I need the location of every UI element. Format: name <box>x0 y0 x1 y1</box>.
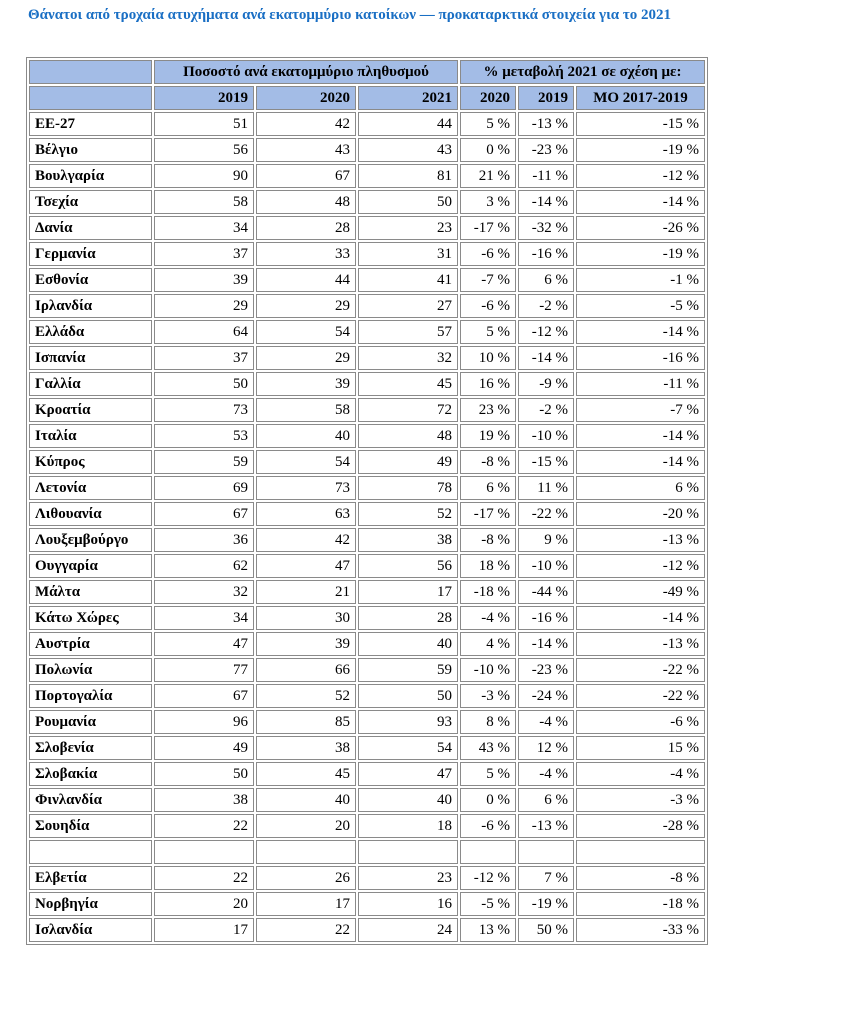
rate-2021-cell: 47 <box>358 762 458 786</box>
change-vs-avg-2017-2019-cell: -19 % <box>576 242 705 266</box>
table-row <box>29 684 705 708</box>
rate-2020-cell: 48 <box>256 190 356 214</box>
rate-2021-cell: 49 <box>358 450 458 474</box>
change-vs-2019-cell: 9 % <box>518 528 574 552</box>
rate-2019-cell: 67 <box>154 684 254 708</box>
table-row <box>29 606 705 630</box>
change-vs-2020-cell: -18 % <box>460 580 516 604</box>
change-vs-avg-2017-2019-cell: -4 % <box>576 762 705 786</box>
change-vs-avg-2017-2019-cell: -14 % <box>576 606 705 630</box>
country-name-cell: Σλοβενία <box>29 736 152 760</box>
rate-2021-cell: 41 <box>358 268 458 292</box>
rate-2020-cell: 52 <box>256 684 356 708</box>
rate-2019-cell: 53 <box>154 424 254 448</box>
country-name-cell: Ιταλία <box>29 424 152 448</box>
rate-2020-cell: 38 <box>256 736 356 760</box>
change-vs-2019-cell: -14 % <box>518 190 574 214</box>
change-vs-2020-cell: 13 % <box>460 918 516 942</box>
table-row <box>29 216 705 240</box>
rate-2021-cell: 50 <box>358 190 458 214</box>
table-row <box>29 346 705 370</box>
country-name-cell: Δανία <box>29 216 152 240</box>
header-col-change-avg: ΜΟ 2017-2019 <box>576 86 705 110</box>
country-name-cell: Λουξεμβούργο <box>29 528 152 552</box>
rate-2019-cell: 39 <box>154 268 254 292</box>
change-vs-avg-2017-2019-cell: -6 % <box>576 710 705 734</box>
rate-2020-cell: 43 <box>256 138 356 162</box>
page-title: Θάνατοι από τροχαία ατυχήματα ανά εκατομμύριο κατοίκων — προκαταρκτικά στοιχεία για το 2021 <box>28 7 672 23</box>
change-vs-avg-2017-2019-cell: -13 % <box>576 528 705 552</box>
rate-2020-cell: 85 <box>256 710 356 734</box>
rate-2020-cell: 26 <box>256 866 356 890</box>
change-vs-avg-2017-2019-cell: -14 % <box>576 190 705 214</box>
country-name-cell: Κάτω Χώρες <box>29 606 152 630</box>
header-col-2021: 2021 <box>358 86 458 110</box>
change-vs-2019-cell: -19 % <box>518 892 574 916</box>
change-vs-2019-cell: -24 % <box>518 684 574 708</box>
change-vs-avg-2017-2019-cell: -3 % <box>576 788 705 812</box>
change-vs-avg-2017-2019-cell: -49 % <box>576 580 705 604</box>
table-row <box>29 658 705 682</box>
change-vs-2019-cell: 6 % <box>518 268 574 292</box>
country-name-cell: Σλοβακία <box>29 762 152 786</box>
change-vs-2019-cell: -16 % <box>518 242 574 266</box>
country-name-cell: ΕΕ-27 <box>29 112 152 136</box>
rate-2021-cell: 54 <box>358 736 458 760</box>
rate-2021-cell: 17 <box>358 580 458 604</box>
country-name-cell: Ιρλανδία <box>29 294 152 318</box>
change-vs-avg-2017-2019-cell: -12 % <box>576 164 705 188</box>
header-col-change-2019: 2019 <box>518 86 574 110</box>
rate-2019-cell: 56 <box>154 138 254 162</box>
table-row <box>29 788 705 812</box>
header-col-change-2020: 2020 <box>460 86 516 110</box>
change-vs-2020-cell: 19 % <box>460 424 516 448</box>
country-name-cell: Σουηδία <box>29 814 152 838</box>
rate-2021-cell: 43 <box>358 138 458 162</box>
change-vs-avg-2017-2019-cell: -28 % <box>576 814 705 838</box>
rate-2020-cell: 39 <box>256 632 356 656</box>
change-vs-2020-cell: 21 % <box>460 164 516 188</box>
rate-2019-cell: 50 <box>154 372 254 396</box>
change-vs-2019-cell: -10 % <box>518 424 574 448</box>
table-row <box>29 372 705 396</box>
rate-2020-cell: 42 <box>256 528 356 552</box>
change-vs-avg-2017-2019-cell: -19 % <box>576 138 705 162</box>
table-row <box>29 502 705 526</box>
table-row <box>29 138 705 162</box>
change-vs-2019-cell: -2 % <box>518 294 574 318</box>
change-vs-2020-cell: 3 % <box>460 190 516 214</box>
rate-2019-cell: 37 <box>154 346 254 370</box>
rate-2021-cell: 50 <box>358 684 458 708</box>
table-row <box>29 554 705 578</box>
change-vs-2019-cell: 6 % <box>518 788 574 812</box>
table-row <box>29 866 705 890</box>
change-vs-avg-2017-2019-cell: -5 % <box>576 294 705 318</box>
change-vs-avg-2017-2019-cell: -22 % <box>576 658 705 682</box>
table-row <box>29 398 705 422</box>
rate-2021-cell: 16 <box>358 892 458 916</box>
table-row <box>29 892 705 916</box>
rate-2020-cell: 73 <box>256 476 356 500</box>
change-vs-2019-cell: -2 % <box>518 398 574 422</box>
rate-2021-cell: 57 <box>358 320 458 344</box>
change-vs-2019-cell: -23 % <box>518 658 574 682</box>
rate-2021-cell: 40 <box>358 788 458 812</box>
rate-2021-cell: 23 <box>358 216 458 240</box>
rate-2020-cell: 40 <box>256 424 356 448</box>
rate-2021-cell: 52 <box>358 502 458 526</box>
change-vs-2019-cell: -14 % <box>518 346 574 370</box>
country-name-cell: Πορτογαλία <box>29 684 152 708</box>
rate-2019-cell: 36 <box>154 528 254 552</box>
table-row <box>29 294 705 318</box>
change-vs-2019-cell: -16 % <box>518 606 574 630</box>
table-row <box>29 476 705 500</box>
change-vs-2019-cell: -9 % <box>518 372 574 396</box>
country-name-cell: Λιθουανία <box>29 502 152 526</box>
change-vs-2020-cell: 4 % <box>460 632 516 656</box>
rate-2019-cell: 69 <box>154 476 254 500</box>
rate-2019-cell: 67 <box>154 502 254 526</box>
change-vs-2019-cell <box>518 840 574 864</box>
change-vs-2020-cell: 10 % <box>460 346 516 370</box>
rate-2021-cell: 72 <box>358 398 458 422</box>
rate-2020-cell: 47 <box>256 554 356 578</box>
rate-2020-cell: 67 <box>256 164 356 188</box>
rate-2021-cell: 78 <box>358 476 458 500</box>
rate-2019-cell: 32 <box>154 580 254 604</box>
spacer-row <box>29 840 705 864</box>
rate-2020-cell: 20 <box>256 814 356 838</box>
country-name-cell: Νορβηγία <box>29 892 152 916</box>
header-group-rate: Ποσοστό ανά εκατομμύριο πληθυσμού <box>154 60 458 84</box>
table-row <box>29 450 705 474</box>
change-vs-2019-cell: -32 % <box>518 216 574 240</box>
rate-2020-cell: 28 <box>256 216 356 240</box>
rate-2021-cell: 48 <box>358 424 458 448</box>
change-vs-2019-cell: -13 % <box>518 814 574 838</box>
change-vs-2020-cell: -10 % <box>460 658 516 682</box>
rate-2019-cell: 50 <box>154 762 254 786</box>
rate-2021-cell: 27 <box>358 294 458 318</box>
rate-2019-cell: 77 <box>154 658 254 682</box>
country-name-cell: Κύπρος <box>29 450 152 474</box>
rate-2021-cell: 44 <box>358 112 458 136</box>
country-name-cell: Λετονία <box>29 476 152 500</box>
change-vs-2020-cell <box>460 840 516 864</box>
table-row <box>29 736 705 760</box>
table-row <box>29 632 705 656</box>
change-vs-2019-cell: -4 % <box>518 710 574 734</box>
change-vs-2019-cell: 11 % <box>518 476 574 500</box>
change-vs-2020-cell: -5 % <box>460 892 516 916</box>
change-vs-avg-2017-2019-cell: -18 % <box>576 892 705 916</box>
rate-2020-cell: 29 <box>256 346 356 370</box>
rate-2019-cell: 59 <box>154 450 254 474</box>
rate-2019-cell: 51 <box>154 112 254 136</box>
table-row <box>29 528 705 552</box>
change-vs-2019-cell: 7 % <box>518 866 574 890</box>
header-year-row <box>29 86 705 110</box>
country-name-cell: Ρουμανία <box>29 710 152 734</box>
country-name-cell: Ελβετία <box>29 866 152 890</box>
country-name-cell <box>29 840 152 864</box>
rate-2020-cell: 54 <box>256 320 356 344</box>
change-vs-2020-cell: 23 % <box>460 398 516 422</box>
data-table <box>26 57 708 945</box>
rate-2021-cell <box>358 840 458 864</box>
change-vs-avg-2017-2019-cell: -14 % <box>576 450 705 474</box>
rate-2020-cell: 54 <box>256 450 356 474</box>
rate-2021-cell: 32 <box>358 346 458 370</box>
change-vs-2020-cell: 16 % <box>460 372 516 396</box>
table-row <box>29 190 705 214</box>
country-name-cell: Βέλγιο <box>29 138 152 162</box>
country-name-cell: Κροατία <box>29 398 152 422</box>
rate-2021-cell: 38 <box>358 528 458 552</box>
change-vs-avg-2017-2019-cell: -7 % <box>576 398 705 422</box>
change-vs-avg-2017-2019-cell: -16 % <box>576 346 705 370</box>
header-corner-cell <box>29 60 152 84</box>
rate-2021-cell: 40 <box>358 632 458 656</box>
change-vs-avg-2017-2019-cell: -26 % <box>576 216 705 240</box>
change-vs-2020-cell: -6 % <box>460 814 516 838</box>
rate-2020-cell: 33 <box>256 242 356 266</box>
rate-2020-cell: 21 <box>256 580 356 604</box>
rate-2019-cell: 29 <box>154 294 254 318</box>
rate-2020-cell: 58 <box>256 398 356 422</box>
change-vs-avg-2017-2019-cell: -1 % <box>576 268 705 292</box>
change-vs-avg-2017-2019-cell: 15 % <box>576 736 705 760</box>
country-name-cell: Γαλλία <box>29 372 152 396</box>
change-vs-2019-cell: -44 % <box>518 580 574 604</box>
rate-2021-cell: 45 <box>358 372 458 396</box>
rate-2021-cell: 93 <box>358 710 458 734</box>
change-vs-2020-cell: 6 % <box>460 476 516 500</box>
rate-2021-cell: 28 <box>358 606 458 630</box>
rate-2019-cell: 49 <box>154 736 254 760</box>
change-vs-2019-cell: -13 % <box>518 112 574 136</box>
rate-2020-cell: 63 <box>256 502 356 526</box>
change-vs-2020-cell: 18 % <box>460 554 516 578</box>
change-vs-2020-cell: 0 % <box>460 788 516 812</box>
change-vs-avg-2017-2019-cell: -8 % <box>576 866 705 890</box>
change-vs-2019-cell: 12 % <box>518 736 574 760</box>
rate-2020-cell: 30 <box>256 606 356 630</box>
change-vs-2020-cell: 5 % <box>460 112 516 136</box>
rate-2020-cell: 22 <box>256 918 356 942</box>
rate-2019-cell: 34 <box>154 606 254 630</box>
change-vs-avg-2017-2019-cell: -20 % <box>576 502 705 526</box>
country-name-cell: Ισλανδία <box>29 918 152 942</box>
table-row <box>29 580 705 604</box>
rate-2020-cell <box>256 840 356 864</box>
header-col-2019: 2019 <box>154 86 254 110</box>
rate-2020-cell: 42 <box>256 112 356 136</box>
country-name-cell: Ελλάδα <box>29 320 152 344</box>
rate-2019-cell: 22 <box>154 866 254 890</box>
change-vs-2019-cell: -10 % <box>518 554 574 578</box>
rate-2020-cell: 17 <box>256 892 356 916</box>
rate-2021-cell: 59 <box>358 658 458 682</box>
header-corner-cell <box>29 86 152 110</box>
table-row <box>29 112 705 136</box>
change-vs-avg-2017-2019-cell: -11 % <box>576 372 705 396</box>
country-name-cell: Εσθονία <box>29 268 152 292</box>
change-vs-avg-2017-2019-cell: -22 % <box>576 684 705 708</box>
rate-2019-cell: 47 <box>154 632 254 656</box>
rate-2021-cell: 81 <box>358 164 458 188</box>
rate-2020-cell: 29 <box>256 294 356 318</box>
change-vs-avg-2017-2019-cell: -14 % <box>576 424 705 448</box>
change-vs-2020-cell: -7 % <box>460 268 516 292</box>
country-name-cell: Πολωνία <box>29 658 152 682</box>
change-vs-avg-2017-2019-cell: -14 % <box>576 320 705 344</box>
table-row <box>29 710 705 734</box>
table-row <box>29 268 705 292</box>
rate-2019-cell: 38 <box>154 788 254 812</box>
change-vs-2020-cell: -8 % <box>460 528 516 552</box>
country-name-cell: Τσεχία <box>29 190 152 214</box>
rate-2020-cell: 66 <box>256 658 356 682</box>
change-vs-avg-2017-2019-cell: -13 % <box>576 632 705 656</box>
table-row <box>29 424 705 448</box>
table-row <box>29 762 705 786</box>
rate-2020-cell: 39 <box>256 372 356 396</box>
change-vs-2020-cell: 0 % <box>460 138 516 162</box>
country-name-cell: Βουλγαρία <box>29 164 152 188</box>
change-vs-avg-2017-2019-cell: -15 % <box>576 112 705 136</box>
change-vs-2020-cell: 5 % <box>460 762 516 786</box>
rate-2021-cell: 18 <box>358 814 458 838</box>
country-name-cell: Αυστρία <box>29 632 152 656</box>
change-vs-2019-cell: -22 % <box>518 502 574 526</box>
change-vs-avg-2017-2019-cell: 6 % <box>576 476 705 500</box>
rate-2021-cell: 23 <box>358 866 458 890</box>
change-vs-avg-2017-2019-cell <box>576 840 705 864</box>
change-vs-avg-2017-2019-cell: -33 % <box>576 918 705 942</box>
rate-2020-cell: 45 <box>256 762 356 786</box>
rate-2019-cell <box>154 840 254 864</box>
rate-2019-cell: 20 <box>154 892 254 916</box>
change-vs-2020-cell: -6 % <box>460 242 516 266</box>
country-name-cell: Φινλανδία <box>29 788 152 812</box>
change-vs-2020-cell: -8 % <box>460 450 516 474</box>
rate-2021-cell: 56 <box>358 554 458 578</box>
rate-2021-cell: 31 <box>358 242 458 266</box>
header-group-change: % μεταβολή 2021 σε σχέση με: <box>460 60 705 84</box>
table-row <box>29 320 705 344</box>
rate-2019-cell: 62 <box>154 554 254 578</box>
change-vs-2019-cell: -23 % <box>518 138 574 162</box>
change-vs-2019-cell: -15 % <box>518 450 574 474</box>
change-vs-2019-cell: 50 % <box>518 918 574 942</box>
rate-2021-cell: 24 <box>358 918 458 942</box>
change-vs-2020-cell: 5 % <box>460 320 516 344</box>
change-vs-2019-cell: -14 % <box>518 632 574 656</box>
header-group-row <box>29 60 705 84</box>
country-name-cell: Ισπανία <box>29 346 152 370</box>
country-name-cell: Γερμανία <box>29 242 152 266</box>
change-vs-2020-cell: -12 % <box>460 866 516 890</box>
country-name-cell: Ουγγαρία <box>29 554 152 578</box>
change-vs-2020-cell: 8 % <box>460 710 516 734</box>
change-vs-2019-cell: -12 % <box>518 320 574 344</box>
rate-2020-cell: 40 <box>256 788 356 812</box>
change-vs-2020-cell: -3 % <box>460 684 516 708</box>
change-vs-2020-cell: -4 % <box>460 606 516 630</box>
table-row <box>29 814 705 838</box>
table-row <box>29 242 705 266</box>
rate-2019-cell: 58 <box>154 190 254 214</box>
change-vs-2020-cell: 43 % <box>460 736 516 760</box>
rate-2019-cell: 17 <box>154 918 254 942</box>
change-vs-2020-cell: -17 % <box>460 216 516 240</box>
rate-2019-cell: 73 <box>154 398 254 422</box>
rate-2019-cell: 90 <box>154 164 254 188</box>
rate-2020-cell: 44 <box>256 268 356 292</box>
rate-2019-cell: 64 <box>154 320 254 344</box>
header-col-2020: 2020 <box>256 86 356 110</box>
rate-2019-cell: 22 <box>154 814 254 838</box>
change-vs-avg-2017-2019-cell: -12 % <box>576 554 705 578</box>
change-vs-2020-cell: -17 % <box>460 502 516 526</box>
rate-2019-cell: 96 <box>154 710 254 734</box>
table-row <box>29 918 705 942</box>
rate-2019-cell: 34 <box>154 216 254 240</box>
country-name-cell: Μάλτα <box>29 580 152 604</box>
change-vs-2019-cell: -4 % <box>518 762 574 786</box>
rate-2019-cell: 37 <box>154 242 254 266</box>
table-row <box>29 164 705 188</box>
change-vs-2020-cell: -6 % <box>460 294 516 318</box>
change-vs-2019-cell: -11 % <box>518 164 574 188</box>
